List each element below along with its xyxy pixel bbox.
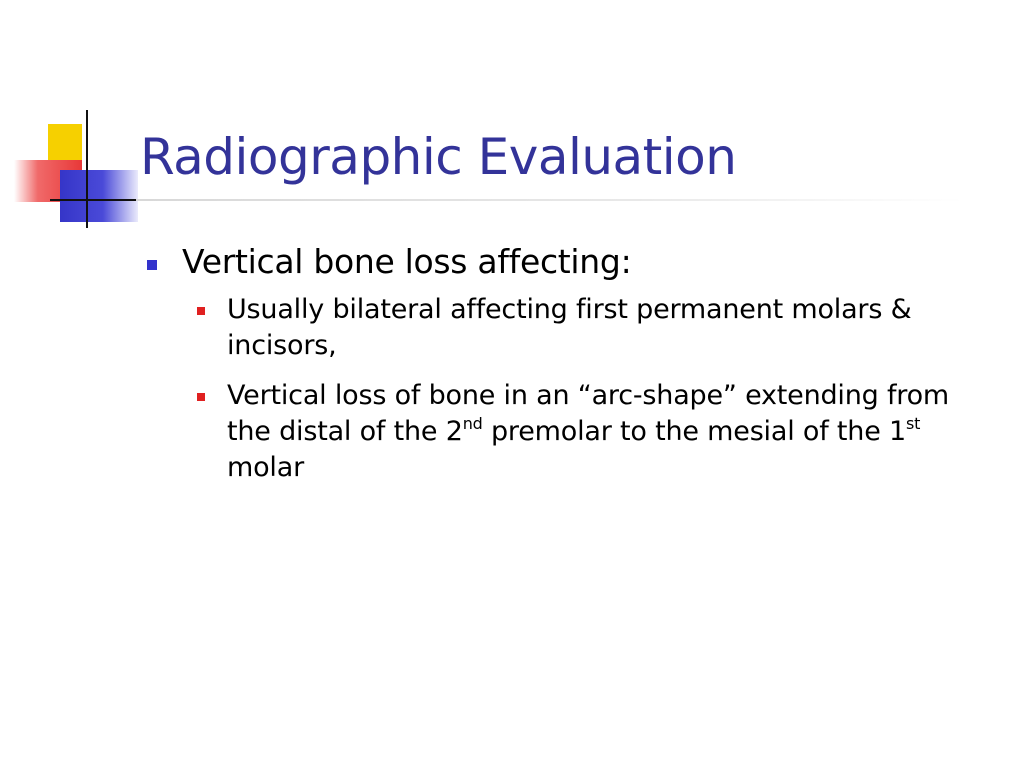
bullet-text: Vertical bone loss affecting: (182, 242, 632, 281)
vertical-line (86, 110, 88, 228)
bullet-level-1 (146, 236, 976, 288)
square-bullet-icon (147, 260, 157, 270)
sub-bullet-list (146, 292, 976, 486)
sub-bullet-item (196, 378, 976, 486)
superscript-nd: nd (462, 414, 483, 433)
square-bullet-icon (197, 307, 205, 315)
sub-bullet-text-part: Vertical loss of bone in an “arc-shape” extending from the distal of the 2 (227, 380, 949, 447)
title-underline (136, 199, 964, 201)
square-bullet-icon (197, 393, 205, 401)
slide-title: Radiographic Evaluation (140, 128, 737, 186)
decorative-logo (0, 0, 140, 240)
blue-square (60, 170, 138, 222)
horizontal-line (50, 199, 136, 201)
sub-bullet-text-part: molar (227, 452, 304, 483)
sub-bullet-text-part: premolar to the mesial of the 1 (482, 416, 906, 447)
slide-content (146, 236, 976, 500)
sub-bullet-text: Usually bilateral affecting first permanent molars & incisors, (227, 294, 912, 361)
superscript-st: st (905, 414, 921, 433)
sub-bullet-item (196, 292, 976, 364)
